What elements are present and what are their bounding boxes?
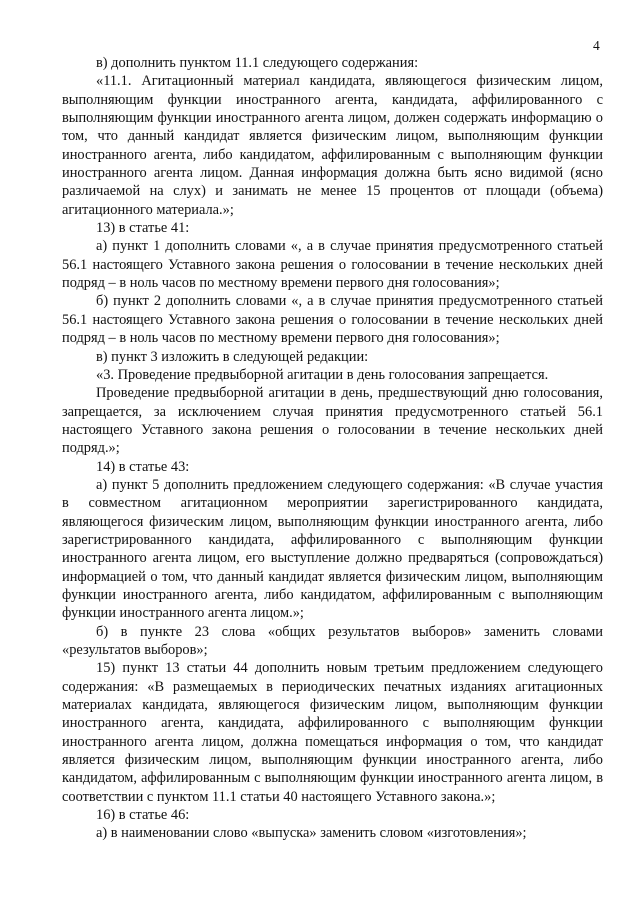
paragraph-article-43-a: а) пункт 5 дополнить предложением следующего содержания: «В случае участия в совместном агитационном мероприятии зарегистрированного кандидата, являющегося физическим лицом, выполняющим функции иностранного агента, либо зарегистрированного кандидата, аффилированного с выполняющим функции иностранного агента лицом, его выступление должно предваряться (сопровождаться) информацией о том, что данный кандидат является физическим лицом, выполняющим функции иностранного агента, либо кандидатом, аффилированным с выполняющим функции иностранного агента лицом.»; [62, 476, 603, 622]
paragraph-article-41-v: в) пункт 3 изложить в следующей редакции: [96, 348, 369, 365]
paragraph-article-41-b: б) пункт 2 дополнить словами «, а в случае принятия предусмотренного статьей 56.1 настоящего Уставного закона решения о голосовании в течение нескольких дней подряд – в ноль часов по местному времени первого дня голосования»; [62, 293, 603, 347]
document-body [62, 54, 603, 843]
paragraph-clause-11-1: «11.1. Агитационный материал кандидата, являющегося физическим лицом, выполняющим функции иностранного агента, кандидата, аффилированного с выполняющим функции иностранного агента лицом, должен содержать информацию о том, что данный кандидат является физическим лицом, выполняющим функции иностранного агента, либо кандидатом, аффилированным с выполняющим функции иностранного агента лицом. Данная информация должна быть ясно видимой (ясно различаемой на слух) и занимать не менее 15 процентов от площади (объема) агитационного материала.»; [62, 73, 603, 218]
paragraph-article-46-a: а) в наименовании слово «выпуска» заменить словом «изготовления»; [96, 825, 527, 842]
paragraph-clause-3: «3. Проведение предвыборной агитации в день голосования запрещается. [96, 366, 549, 383]
paragraph-article-44: 15) пункт 13 статьи 44 дополнить новым третьим предложением следующего содержания: «В размещаемых в периодических печатных изданиях агитационных материалах кандидата, являющегося физическим лицом, выполняющим функции иностранного агента, кандидата, аффилированного с выполняющим функции иностранного агента лицом, должна помещаться информация о том, что кандидат является физическим лицом, выполняющим функции иностранного агента, либо кандидатом, аффилированным с выполняющим функции иностранного агента лицом, в соответствии с пунктом 11.1 статьи 40 настоящего Уставного закона.»; [62, 660, 603, 805]
paragraph-article-46: 16) в статье 46: [96, 807, 190, 824]
paragraph-article-41-a: а) пункт 1 дополнить словами «, а в случае принятия предусмотренного статьей 56.1 настоящего Уставного закона решения о голосовании в течение нескольких дней подряд – в ноль часов по местному времени первого дня голосования»; [62, 238, 603, 292]
paragraph-article-43-b: б) в пункте 23 слова «общих результатов выборов» заменить словами «результатов выборов»; [62, 623, 603, 658]
paragraph-article-41: 13) в статье 41: [96, 220, 190, 237]
paragraph-article-43: 14) в статье 43: [96, 458, 190, 475]
paragraph-amendment-v: в) дополнить пунктом 11.1 следующего содержания: [96, 55, 419, 71]
page-number: 4 [593, 38, 600, 53]
paragraph-agitation-day: Проведение предвыборной агитации в день, предшествующий дню голосования, запрещается, за исключением случая принятия предусмотренного статьей 56.1 настоящего Уставного закона решения о голосовании в течение нескольких дней подряд.»; [62, 385, 603, 457]
